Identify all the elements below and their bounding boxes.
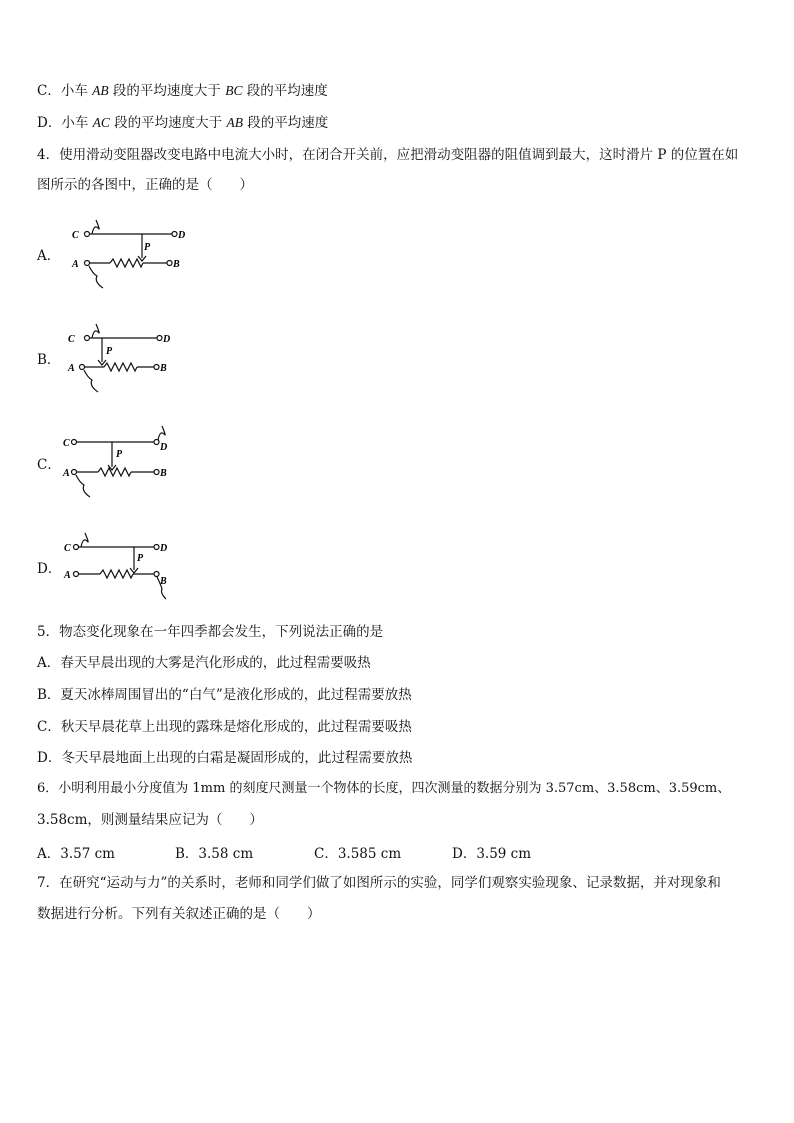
terminal-b [154, 470, 159, 475]
q3-option-d: D．小车 AC 段的平均速度大于 AB 段的平均速度 [37, 115, 329, 131]
resistor-coil [100, 570, 133, 578]
terminal-b [154, 572, 159, 577]
q4-stem-line1: 4．使用滑动变阻器改变电路中电流大小时，在闭合开关前，应把滑动变阻器的阻值调到最大，这时滑片 P 的位置在如 [37, 147, 739, 163]
q4-option-d-circuit-diagram [62, 522, 192, 604]
q5-option-c: C．秋天早晨花草上出现的露珠是熔化形成的，此过程需要吸热 [37, 719, 412, 735]
q4-option-a-label: A． [37, 248, 61, 264]
q6-stem-line2: 3.58cm，则测量结果应记为（ ） [37, 812, 263, 828]
q4-option-b-label: B． [37, 352, 61, 368]
q5-option-b: B．夏天冰棒周围冒出的“白气”是液化形成的，此过程需要放热 [37, 687, 412, 703]
label-p: P [137, 553, 144, 564]
label-b: B [173, 259, 180, 270]
label-a: A [64, 570, 71, 581]
terminal-a [74, 572, 79, 577]
label-c: C [72, 230, 79, 241]
wire-lead-c [81, 533, 88, 547]
wire-lead-a [84, 370, 98, 392]
q4-option-a-circuit-diagram [62, 210, 192, 292]
terminal-d [157, 336, 162, 341]
q4-option-b-circuit-diagram [62, 314, 192, 396]
q3-option-c: C．小车 AB 段的平均速度大于 BC 段的平均速度 [37, 83, 328, 99]
q7-stem-line1: 7．在研究“运动与力”的关系时，老师和同学们做了如图所示的实验，同学们观察实验现象、记录数据，并对现象和 [37, 875, 721, 891]
q4-option-c-label: C． [37, 457, 61, 473]
wire-lead-c [92, 220, 99, 234]
q6-option-d: D．3.59 cm [452, 846, 532, 862]
label-b: B [160, 576, 167, 587]
label-b: B [160, 468, 167, 479]
terminal-c [74, 545, 79, 550]
terminal-d [172, 232, 177, 237]
q5-stem: 5．物态变化现象在一年四季都会发生，下列说法正确的是 [37, 624, 384, 640]
q4-option-c-circuit-diagram [62, 420, 192, 502]
terminal-a [80, 365, 85, 370]
terminal-a [85, 261, 90, 266]
wire-lead-a [89, 266, 103, 288]
wire-lead-a [76, 475, 90, 497]
label-p: P [106, 346, 113, 357]
q7-stem-line2: 数据进行分析。下列有关叙述正确的是（ ） [37, 906, 321, 922]
terminal-c [85, 232, 90, 237]
terminal-c [72, 440, 77, 445]
terminal-b [167, 261, 172, 266]
label-a: A [63, 468, 70, 479]
label-p: P [116, 449, 123, 460]
q4-option-d-label: D． [37, 561, 62, 577]
label-a: A [72, 259, 79, 270]
resistor-coil [104, 363, 137, 371]
resistor-coil [98, 468, 131, 476]
terminal-d [154, 545, 159, 550]
q6-option-a: A．3.57 cm [37, 846, 115, 862]
label-d: D [178, 230, 186, 241]
q5-option-d: D．冬天早晨地面上出现的白霜是凝固形成的，此过程需要放热 [37, 750, 413, 766]
wire-lead-d [158, 426, 165, 440]
label-b: B [160, 363, 167, 374]
q6-option-c: C．3.585 cm [314, 846, 402, 862]
label-d: D [163, 334, 171, 345]
q6-stem-line1: 6．小明利用最小分度值为 1mm 的刻度尺测量一个物体的长度，四次测量的数据分别为 3.57cm、3.58cm、3.59cm、 [37, 781, 731, 796]
wire-lead-c [92, 324, 99, 338]
terminal-d [154, 440, 159, 445]
label-d: D [160, 543, 168, 554]
resistor-coil [110, 259, 143, 267]
terminal-b [154, 365, 159, 370]
label-p: P [144, 242, 151, 253]
q5-option-a: A．春天早晨出现的大雾是汽化形成的，此过程需要吸热 [37, 655, 371, 671]
label-c: C [63, 438, 70, 449]
q4-stem-line2: 图所示的各图中，正确的是（ ） [37, 177, 253, 193]
q6-option-b: B．3.58 cm [175, 846, 254, 862]
label-c: C [64, 543, 71, 554]
label-a: A [68, 363, 75, 374]
label-c: C [68, 334, 75, 345]
terminal-c [85, 336, 90, 341]
label-d: D [160, 442, 168, 453]
terminal-a [72, 470, 77, 475]
